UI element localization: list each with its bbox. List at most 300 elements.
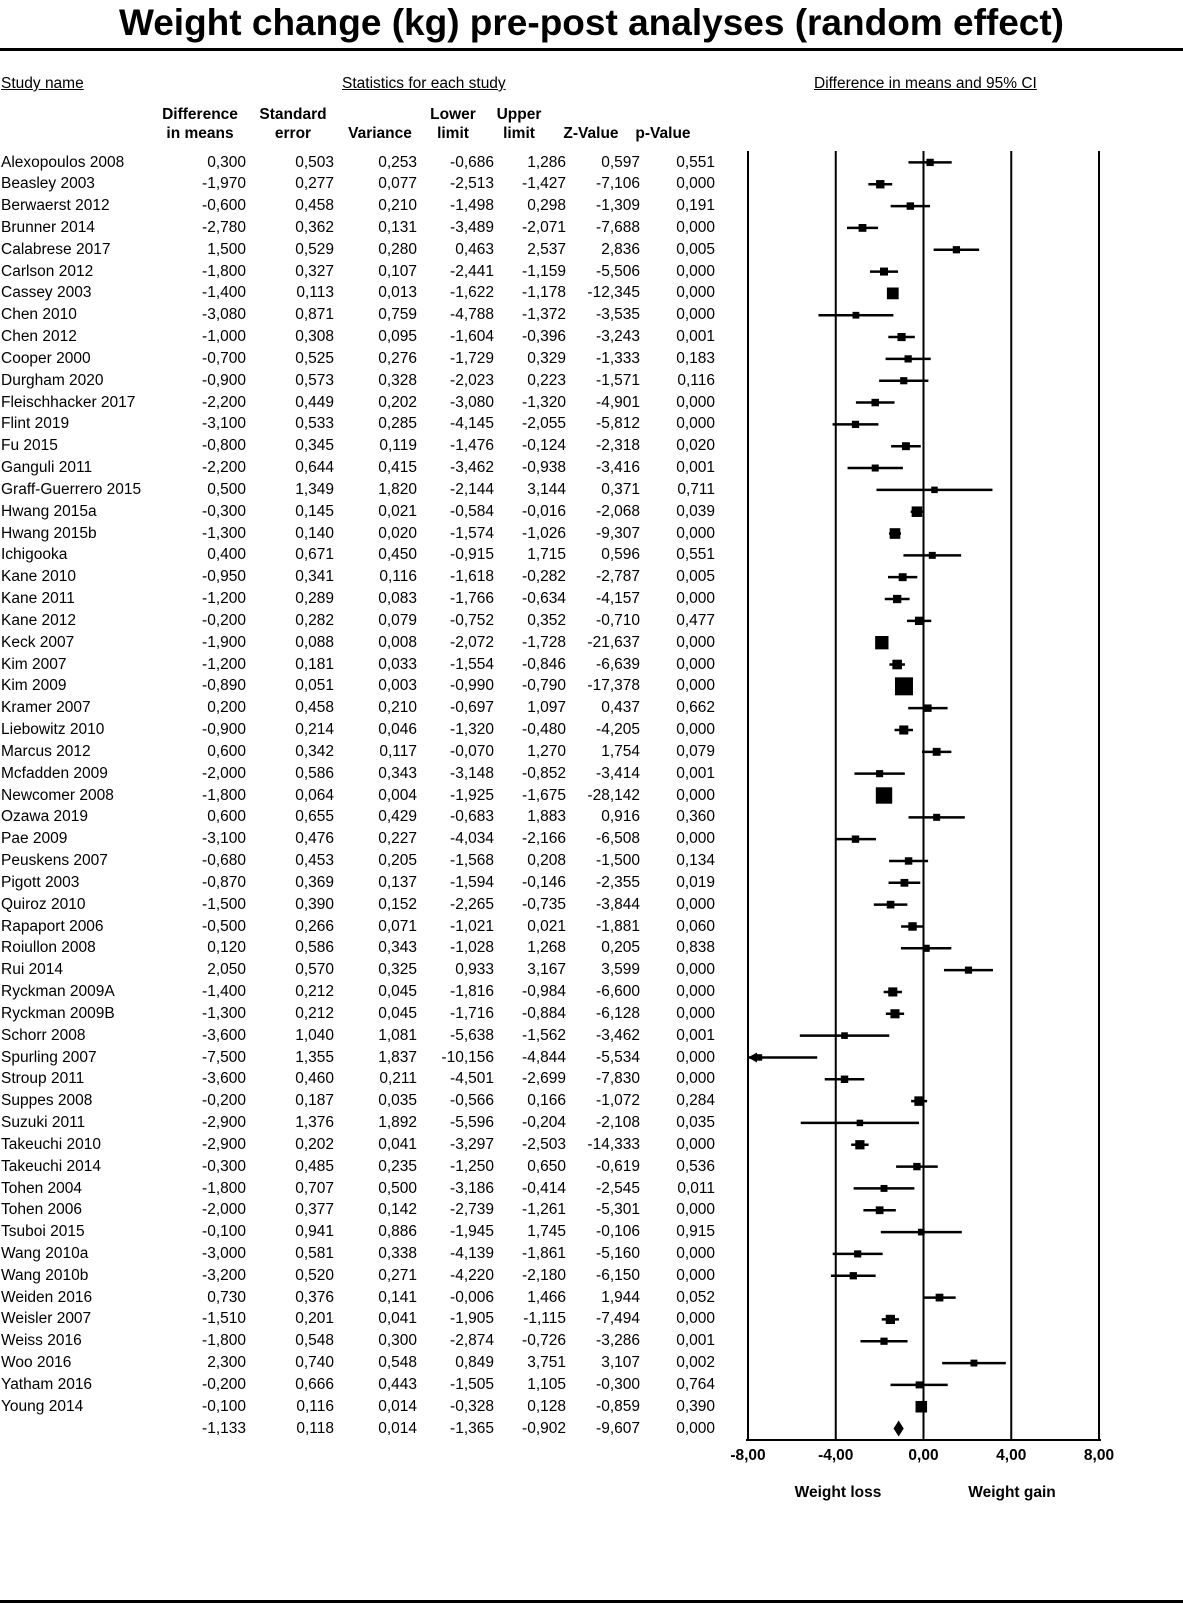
- standard-error: 0,212: [295, 1004, 334, 1022]
- standard-error: 0,586: [295, 939, 334, 957]
- difference-in-means: -1,400: [202, 284, 246, 302]
- difference-in-means: 0,200: [207, 699, 246, 717]
- z-value: -0,859: [596, 1397, 640, 1415]
- variance: 0,119: [379, 437, 417, 455]
- difference-in-means: -1,800: [202, 1179, 246, 1197]
- difference-in-means: -0,300: [202, 502, 246, 520]
- variance: 0,008: [378, 633, 417, 651]
- difference-in-means: -1,970: [202, 175, 246, 193]
- col-header-upper-line1: Upper: [496, 106, 542, 123]
- col-header-lower-line1: Lower: [430, 106, 476, 123]
- lower-limit: -4,501: [450, 1070, 494, 1088]
- z-value: -1,881: [596, 917, 640, 935]
- study-name: Ichigooka: [1, 546, 68, 564]
- study-name: Takeuchi 2014: [1, 1157, 101, 1175]
- lower-limit: 0,933: [455, 961, 494, 979]
- p-value: 0,000: [676, 218, 715, 236]
- p-value: 0,134: [676, 852, 715, 870]
- z-value: -5,301: [596, 1201, 640, 1219]
- study-marker: [850, 1272, 857, 1279]
- lower-limit: -2,072: [450, 633, 494, 651]
- standard-error: 0,214: [295, 721, 334, 739]
- p-value: 0,000: [676, 1266, 715, 1284]
- upper-limit: -0,204: [522, 1114, 566, 1132]
- weight-gain-label: Weight gain: [968, 1484, 1056, 1501]
- z-value: 0,916: [601, 808, 640, 826]
- variance: 0,328: [378, 371, 417, 389]
- study-marker: [880, 1338, 887, 1345]
- z-value: -0,300: [596, 1375, 640, 1393]
- upper-limit: 1,745: [527, 1223, 566, 1241]
- upper-limit: -1,320: [522, 393, 566, 411]
- p-value: 0,000: [676, 1048, 715, 1066]
- z-value: 1,944: [601, 1288, 640, 1306]
- difference-in-means: -1,900: [202, 633, 246, 651]
- z-value: -6,600: [596, 983, 640, 1001]
- variance: 0,443: [378, 1375, 417, 1393]
- standard-error: 0,187: [295, 1092, 334, 1110]
- upper-limit: 2,537: [527, 240, 566, 258]
- upper-limit: -0,634: [522, 590, 566, 608]
- p-value: 0,183: [676, 349, 715, 367]
- tick-label: -8,00: [730, 1447, 766, 1464]
- study-marker: [953, 246, 960, 253]
- lower-limit: -1,250: [450, 1157, 494, 1175]
- study-name: Flint 2019: [1, 415, 70, 433]
- upper-limit: -1,861: [522, 1245, 566, 1262]
- standard-error: 0,941: [295, 1223, 334, 1241]
- standard-error: 1,376: [295, 1114, 334, 1132]
- study-marker: [886, 1315, 895, 1324]
- variance: 0,759: [378, 306, 417, 324]
- variance: 0,325: [378, 961, 417, 979]
- p-value: 0,915: [676, 1223, 715, 1241]
- z-value: -7,106: [596, 175, 640, 193]
- lower-limit: -4,220: [450, 1266, 494, 1284]
- study-name: Chen 2012: [1, 328, 77, 346]
- variance: 0,415: [378, 459, 417, 477]
- study-name: Rapaport 2006: [1, 917, 104, 935]
- standard-error: 0,485: [295, 1157, 334, 1175]
- upper-limit: -0,938: [522, 459, 566, 477]
- study-name: Carlson 2012: [1, 262, 94, 280]
- lower-limit: -1,568: [450, 852, 494, 870]
- study-marker: [926, 159, 933, 166]
- upper-limit: -1,026: [522, 524, 566, 542]
- variance: 0,014: [378, 1397, 417, 1415]
- z-value: -21,637: [587, 633, 640, 651]
- variance: 0,071: [378, 917, 417, 935]
- upper-limit: 1,715: [527, 546, 566, 564]
- p-value: 0,000: [676, 830, 715, 848]
- z-value: 0,597: [601, 153, 640, 171]
- tick-label: 8,00: [1083, 1447, 1115, 1464]
- p-value: 0,662: [676, 699, 715, 717]
- study-name: Ganguli 2011: [1, 459, 93, 477]
- upper-limit: -0,726: [522, 1332, 566, 1350]
- study-marker: [876, 787, 892, 803]
- z-value: -5,534: [596, 1048, 640, 1066]
- p-value: 0,000: [676, 1419, 715, 1437]
- lower-limit: -1,905: [450, 1310, 494, 1328]
- study-marker: [876, 180, 884, 188]
- standard-error: 0,533: [295, 415, 334, 433]
- p-value: 0,000: [676, 1310, 715, 1328]
- study-marker: [890, 528, 901, 539]
- study-name: Chen 2010: [1, 306, 77, 324]
- z-value: 1,754: [601, 742, 640, 760]
- z-value: -3,462: [596, 1026, 640, 1044]
- z-value: -0,710: [596, 611, 640, 629]
- study-marker: [905, 857, 912, 864]
- study-name: Woo 2016: [1, 1354, 72, 1372]
- variance: 0,205: [378, 852, 417, 870]
- ci-arrow: [748, 1052, 757, 1062]
- difference-in-means: -0,900: [202, 721, 246, 739]
- lower-limit: -1,925: [450, 786, 494, 804]
- z-value: -3,286: [596, 1332, 640, 1350]
- difference-in-means: -2,900: [202, 1114, 246, 1132]
- standard-error: 0,362: [295, 218, 334, 236]
- study-marker: [965, 967, 972, 974]
- study-marker: [876, 1206, 884, 1214]
- variance: 0,083: [378, 590, 417, 608]
- standard-error: 0,051: [295, 677, 334, 695]
- difference-in-means: -1,300: [202, 524, 246, 542]
- study-marker: [936, 1294, 944, 1302]
- upper-limit: 3,751: [527, 1354, 566, 1372]
- z-value: -1,500: [596, 852, 640, 870]
- upper-limit: -1,178: [522, 284, 566, 302]
- study-marker: [907, 202, 914, 209]
- p-value: 0,000: [676, 1245, 715, 1262]
- study-marker: [929, 552, 936, 559]
- study-name: Hwang 2015a: [1, 502, 97, 520]
- lower-limit: -1,021: [450, 917, 494, 935]
- variance: 0,500: [378, 1179, 417, 1197]
- col-header-upper-line2: limit: [503, 125, 535, 142]
- p-value: 0,838: [676, 939, 715, 957]
- standard-error: 0,449: [295, 393, 334, 411]
- difference-in-means: -0,870: [202, 873, 246, 891]
- study-marker: [875, 636, 888, 649]
- study-marker: [887, 901, 895, 909]
- lower-limit: -4,145: [450, 415, 494, 433]
- study-marker: [914, 1096, 924, 1106]
- study-name: Beasley 2003: [1, 175, 95, 193]
- z-value: -12,345: [587, 284, 640, 302]
- standard-error: 0,345: [295, 437, 334, 455]
- study-marker: [971, 1360, 978, 1367]
- study-name: Stroup 2011: [1, 1070, 85, 1088]
- p-value: 0,000: [676, 1201, 715, 1219]
- variance: 0,450: [378, 546, 417, 564]
- col-header-standard-error-line1: Standard: [259, 106, 327, 123]
- p-value: 0,000: [676, 786, 715, 804]
- upper-limit: -1,728: [522, 633, 566, 651]
- standard-error: 0,376: [295, 1288, 334, 1306]
- p-value: 0,000: [676, 633, 715, 651]
- study-marker: [924, 704, 931, 711]
- z-value: -3,535: [596, 306, 640, 324]
- variance: 0,271: [378, 1266, 417, 1284]
- lower-limit: -1,505: [450, 1375, 494, 1393]
- study-name: Marcus 2012: [1, 742, 91, 760]
- difference-in-means: -3,600: [202, 1070, 246, 1088]
- standard-error: 0,453: [295, 852, 334, 870]
- standard-error: 1,355: [295, 1048, 334, 1066]
- difference-in-means: -0,600: [202, 197, 246, 215]
- difference-in-means: 0,730: [207, 1288, 246, 1306]
- lower-limit: -1,945: [450, 1223, 494, 1241]
- lower-limit: -3,148: [450, 764, 494, 782]
- standard-error: 0,740: [295, 1354, 334, 1372]
- upper-limit: 1,286: [527, 153, 566, 171]
- difference-in-means: 0,400: [207, 546, 246, 564]
- lower-limit: -0,566: [450, 1092, 494, 1110]
- difference-in-means: 2,050: [207, 961, 246, 979]
- difference-in-means: -2,780: [202, 218, 246, 236]
- variance: 0,235: [378, 1157, 417, 1175]
- variance: 0,020: [378, 524, 417, 542]
- standard-error: 0,520: [295, 1266, 334, 1284]
- z-value: -5,812: [596, 415, 640, 433]
- difference-in-means: -3,600: [202, 1026, 246, 1044]
- z-value: -3,844: [596, 895, 640, 913]
- study-name: Suppes 2008: [1, 1092, 93, 1110]
- p-value: 0,005: [676, 240, 715, 258]
- upper-limit: -1,159: [522, 262, 566, 280]
- upper-limit: 0,352: [527, 611, 566, 629]
- standard-error: 0,377: [295, 1201, 334, 1219]
- standard-error: 0,118: [296, 1419, 334, 1437]
- difference-in-means: -0,890: [202, 677, 246, 695]
- lower-limit: -1,498: [450, 197, 494, 215]
- study-marker: [893, 595, 901, 603]
- difference-in-means: -0,100: [202, 1397, 246, 1415]
- study-marker: [857, 1120, 863, 1126]
- study-marker: [916, 1401, 928, 1413]
- lower-limit: -1,476: [450, 437, 494, 455]
- study-marker: [880, 268, 888, 276]
- study-name: Rui 2014: [1, 961, 64, 979]
- standard-error: 0,671: [295, 546, 334, 564]
- upper-limit: -0,852: [522, 764, 566, 782]
- variance: 1,820: [378, 480, 417, 498]
- difference-in-means: -0,700: [202, 349, 246, 367]
- p-value: 0,000: [676, 983, 715, 1001]
- study-marker: [899, 573, 907, 581]
- lower-limit: -1,816: [450, 983, 494, 1001]
- lower-limit: -0,070: [450, 742, 494, 760]
- study-name: Takeuchi 2010: [1, 1135, 101, 1153]
- standard-error: 0,064: [295, 786, 334, 804]
- z-value: -4,157: [596, 590, 640, 608]
- variance: 0,548: [378, 1354, 417, 1372]
- upper-limit: -1,115: [523, 1310, 566, 1328]
- z-value: -0,619: [596, 1157, 640, 1175]
- z-value: -1,333: [596, 349, 640, 367]
- col-header-standard-error-line2: error: [274, 125, 312, 142]
- standard-error: 1,040: [295, 1026, 334, 1044]
- study-marker: [872, 465, 879, 472]
- standard-error: 0,140: [295, 524, 334, 542]
- z-value: -5,160: [596, 1245, 640, 1262]
- upper-limit: -2,503: [522, 1135, 566, 1153]
- standard-error: 0,644: [295, 459, 334, 477]
- p-value: 0,000: [676, 721, 715, 739]
- study-name: Kramer 2007: [1, 699, 91, 717]
- standard-error: 0,525: [295, 349, 334, 367]
- study-name: Wang 2010a: [1, 1245, 89, 1262]
- variance: 0,045: [378, 1004, 417, 1022]
- variance: 0,886: [378, 1223, 417, 1241]
- study-marker: [841, 1076, 848, 1083]
- study-name: Ozawa 2019: [1, 808, 89, 826]
- study-name: Yatham 2016: [1, 1375, 93, 1393]
- variance: 0,003: [378, 677, 417, 695]
- p-value: 0,477: [676, 611, 715, 629]
- study-name: Graff-Guerrero 2015: [1, 480, 142, 498]
- z-value: 0,371: [601, 480, 640, 498]
- study-marker: [915, 617, 923, 625]
- difference-in-means: -0,200: [202, 1092, 246, 1110]
- difference-in-means: -0,900: [202, 371, 246, 389]
- study-name: Kane 2010: [1, 568, 76, 586]
- p-value: 0,079: [676, 742, 715, 760]
- study-name: Kim 2009: [1, 677, 67, 695]
- p-value: 0,001: [676, 459, 715, 477]
- lower-limit: -3,489: [450, 218, 494, 236]
- difference-in-means: -1,200: [202, 655, 246, 673]
- study-name: Kane 2012: [1, 611, 76, 629]
- lower-limit: -3,186: [450, 1179, 494, 1197]
- lower-limit: -0,915: [450, 546, 494, 564]
- p-value: 0,039: [676, 502, 715, 520]
- study-name-header: Study name: [1, 75, 84, 92]
- upper-limit: -0,282: [522, 568, 566, 586]
- p-value: 0,000: [676, 895, 715, 913]
- upper-limit: -0,902: [522, 1419, 566, 1437]
- study-name: Alexopoulos 2008: [1, 153, 125, 171]
- upper-limit: 3,144: [527, 480, 566, 498]
- study-name: Pae 2009: [1, 830, 68, 848]
- study-name: Weiss 2016: [1, 1332, 82, 1350]
- difference-in-means: -0,950: [202, 568, 246, 586]
- difference-in-means: -2,200: [202, 393, 246, 411]
- variance: 0,046: [378, 721, 417, 739]
- p-value: 0,000: [676, 284, 715, 302]
- z-value: -3,243: [596, 328, 640, 346]
- upper-limit: -0,414: [522, 1179, 566, 1197]
- study-name: Fleischhacker 2017: [1, 393, 136, 411]
- p-value: 0,551: [676, 546, 715, 564]
- z-value: -1,072: [596, 1092, 640, 1110]
- lower-limit: -1,574: [450, 524, 494, 542]
- difference-in-means: -3,080: [202, 306, 246, 324]
- col-header-variance-line1: Variance: [348, 125, 412, 142]
- study-marker: [890, 1009, 899, 1018]
- lower-limit: -1,365: [450, 1419, 494, 1437]
- lower-limit: 0,463: [455, 240, 494, 258]
- upper-limit: 0,128: [527, 1397, 566, 1415]
- difference-in-means: 0,120: [207, 939, 246, 957]
- p-value: 0,000: [676, 590, 715, 608]
- variance: 0,116: [379, 568, 417, 586]
- standard-error: 0,458: [295, 197, 334, 215]
- upper-limit: -0,146: [522, 873, 566, 891]
- p-value: 0,060: [676, 917, 715, 935]
- standard-error: 0,212: [295, 983, 334, 1001]
- upper-limit: -2,055: [522, 415, 566, 433]
- lower-limit: -0,697: [450, 699, 494, 717]
- standard-error: 0,341: [295, 568, 334, 586]
- difference-in-means: -2,900: [202, 1135, 246, 1153]
- study-name: Hwang 2015b: [1, 524, 97, 542]
- study-marker: [933, 748, 941, 756]
- lower-limit: -1,594: [450, 873, 494, 891]
- lower-limit: -1,716: [450, 1004, 494, 1022]
- variance: 0,077: [378, 175, 417, 193]
- upper-limit: 0,208: [527, 852, 566, 870]
- upper-limit: 1,883: [527, 808, 566, 826]
- p-value: 0,191: [676, 197, 715, 215]
- study-marker: [901, 879, 909, 887]
- variance: 0,021: [378, 502, 417, 520]
- study-name: Berwaerst 2012: [1, 197, 110, 215]
- p-value: 0,011: [677, 1179, 715, 1197]
- z-value: -2,318: [596, 437, 640, 455]
- z-value: -6,508: [596, 830, 640, 848]
- difference-in-means: -1,000: [202, 328, 246, 346]
- variance: 0,117: [379, 742, 417, 760]
- study-name: Cassey 2003: [1, 284, 92, 302]
- lower-limit: -5,638: [450, 1026, 494, 1044]
- upper-limit: -1,562: [522, 1026, 566, 1044]
- study-marker: [854, 1250, 861, 1257]
- difference-in-means: -2,000: [202, 1201, 246, 1219]
- standard-error: 0,460: [295, 1070, 334, 1088]
- study-name: Mcfadden 2009: [1, 764, 108, 782]
- z-value: -2,108: [596, 1114, 640, 1132]
- variance: 0,338: [378, 1245, 417, 1262]
- study-name: Keck 2007: [1, 633, 75, 651]
- study-name: Tohen 2006: [1, 1201, 83, 1219]
- variance: 0,210: [378, 197, 417, 215]
- p-value: 0,000: [676, 1070, 715, 1088]
- upper-limit: 1,097: [527, 699, 566, 717]
- p-value: 0,002: [676, 1354, 715, 1372]
- lower-limit: -0,584: [450, 502, 494, 520]
- lower-limit: -0,328: [450, 1397, 494, 1415]
- lower-limit: -3,297: [450, 1135, 494, 1153]
- p-value: 0,000: [676, 677, 715, 695]
- difference-in-means: -1,510: [202, 1310, 246, 1328]
- variance: 1,837: [378, 1048, 417, 1066]
- z-value: 3,107: [601, 1354, 640, 1372]
- standard-error: 0,145: [295, 502, 334, 520]
- difference-in-means: -0,100: [202, 1223, 246, 1241]
- lower-limit: -0,990: [450, 677, 494, 695]
- variance: 0,429: [378, 808, 417, 826]
- variance: 0,137: [378, 873, 417, 891]
- standard-error: 0,871: [295, 306, 334, 324]
- p-value: 0,284: [676, 1092, 715, 1110]
- lower-limit: -0,006: [450, 1288, 494, 1306]
- standard-error: 0,342: [295, 742, 334, 760]
- lower-limit: -1,622: [450, 284, 494, 302]
- difference-in-means: -1,133: [202, 1419, 246, 1437]
